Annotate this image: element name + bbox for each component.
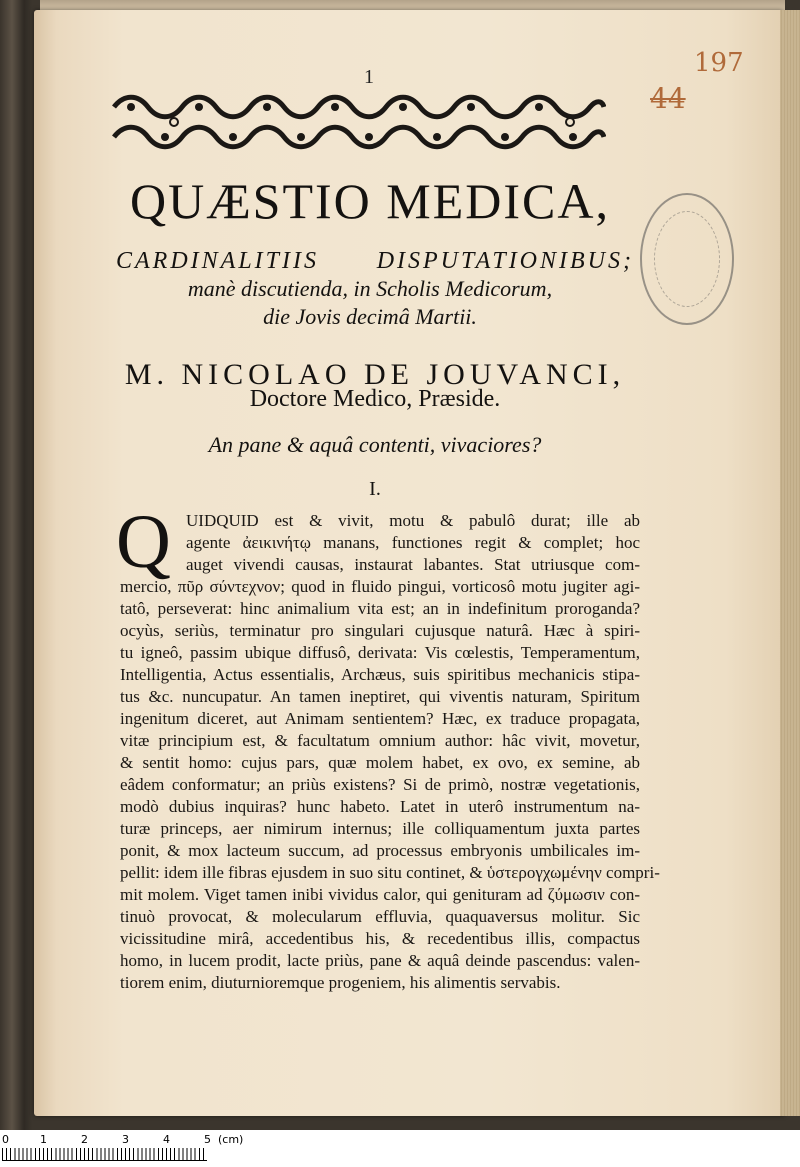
body-line: tu igneô, passim ubique diffusô, derivata: Vis cœlestis, Temperamentum,: [120, 643, 640, 662]
body-line: vicissitudine mirâ, accedentibus his, & recedentibus illis, compactus: [120, 929, 640, 948]
drop-cap: Q: [116, 500, 171, 584]
subtitle-line-4: die Jovis decimâ Martii.: [263, 304, 477, 329]
body-line: & sentit homo: cujus pars, quæ molem habet, ex ovo, ex semine, ab: [120, 753, 640, 772]
subtitle-word-2: DISPUTATIONIBUS;: [376, 248, 634, 274]
body-line: tatô, perseverat: hinc animalium vita est; an in indefinitum proroganda?: [120, 599, 640, 618]
body-line: ingenitum diceret, aut Animam sentientem? Hæc, ex traduce propagata,: [120, 709, 640, 728]
body-line: turæ princeps, aer nimirum internus; ille colliquamentum juxta partes: [120, 819, 640, 838]
ruler-label: 1: [40, 1133, 47, 1146]
subtitle-cardinal: [116, 248, 634, 275]
section-number: I.: [369, 478, 381, 500]
preses-title: Doctore Medico, Præside.: [249, 386, 501, 412]
body-line: ponit, & mox lacteum succum, ad processus embryonis umbilicales im-: [120, 841, 640, 860]
body-line: vitæ principium est, & facultatum omnium author: hâc vivit, movetur,: [120, 731, 640, 750]
body-line: mit molem. Viget tamen inibi vividus calor, qui genituram ad ζύμωσιν con-: [120, 885, 640, 904]
body-line: auget vivendi causas, instaurat labantes. Stat utriusque com-: [186, 555, 640, 574]
library-stamp: [640, 193, 734, 325]
ruler-label: 3: [122, 1133, 129, 1146]
body-line: UIDQUID est & vivit, motu & pabulô durat; ille ab: [186, 511, 640, 530]
ruler-unit: (cm): [218, 1133, 244, 1146]
page-title: QUÆSTIO MEDICA,: [130, 173, 610, 229]
thesis-question: An pane & aquâ contenti, vivaciores?: [208, 432, 542, 457]
ruler-label: 4: [163, 1133, 170, 1146]
body-line: ocyùs, seriùs, terminatur pro singulari cujusque naturâ. Hæc à spiri-: [120, 621, 640, 640]
body-line: tinuò provocat, & molecularum effluvia, quaquaversus molitur. Sic: [120, 907, 640, 926]
page-fore-edge: [780, 10, 800, 1116]
body-line: homo, in lucem prodit, lacte priùs, pane & aquâ deinde pascendus: valen-: [120, 951, 640, 970]
body-line: eâdem conformatur; an priùs existens? Si de primò, nostræ vegetationis,: [120, 775, 640, 794]
handwritten-number-struck: 44: [650, 82, 686, 115]
subtitle-line-3: manè discutienda, in Scholis Medicorum,: [187, 276, 553, 301]
ruler-ticks: [2, 1148, 207, 1161]
folio-number: 1: [364, 66, 374, 88]
handwritten-number-top: 197: [694, 48, 744, 78]
preses-name: M. NICOLAO DE JOUVANCI,: [124, 358, 626, 391]
body-line: Intelligentia, Actus essentialis, Archæus, suis spiritibus mechanicis stipa-: [120, 665, 640, 684]
subtitle-word-1: CARDINALITIIS: [116, 248, 319, 274]
body-line: pellit: idem ille fibras ejusdem in suo situ continet, & ὑστερογχωμένην compri-: [120, 863, 660, 882]
body-line: mercio, πῦρ σύντεχνον; quod in fluido pingui, vorticosô motu jugiter agi-: [120, 577, 640, 596]
ruler-label: 5: [204, 1133, 211, 1146]
ruler-label: 0: [2, 1133, 9, 1146]
body-line: tus &c. nuncupatur. An tamen ineptiret, qui viventis naturam, Spiritum: [120, 687, 640, 706]
ruler-label: 2: [81, 1133, 88, 1146]
decorative-headpiece: [110, 92, 606, 152]
body-line: modò dubius inquiras? hunc habeto. Latet in uterô instrumentum na-: [120, 797, 640, 816]
body-line: agente ἀεικινήτῳ manans, functiones regit & complet; hoc: [186, 533, 640, 552]
body-line: tiorem enim, diuturnioremque progeniem, his alimentis servabis.: [120, 973, 561, 992]
